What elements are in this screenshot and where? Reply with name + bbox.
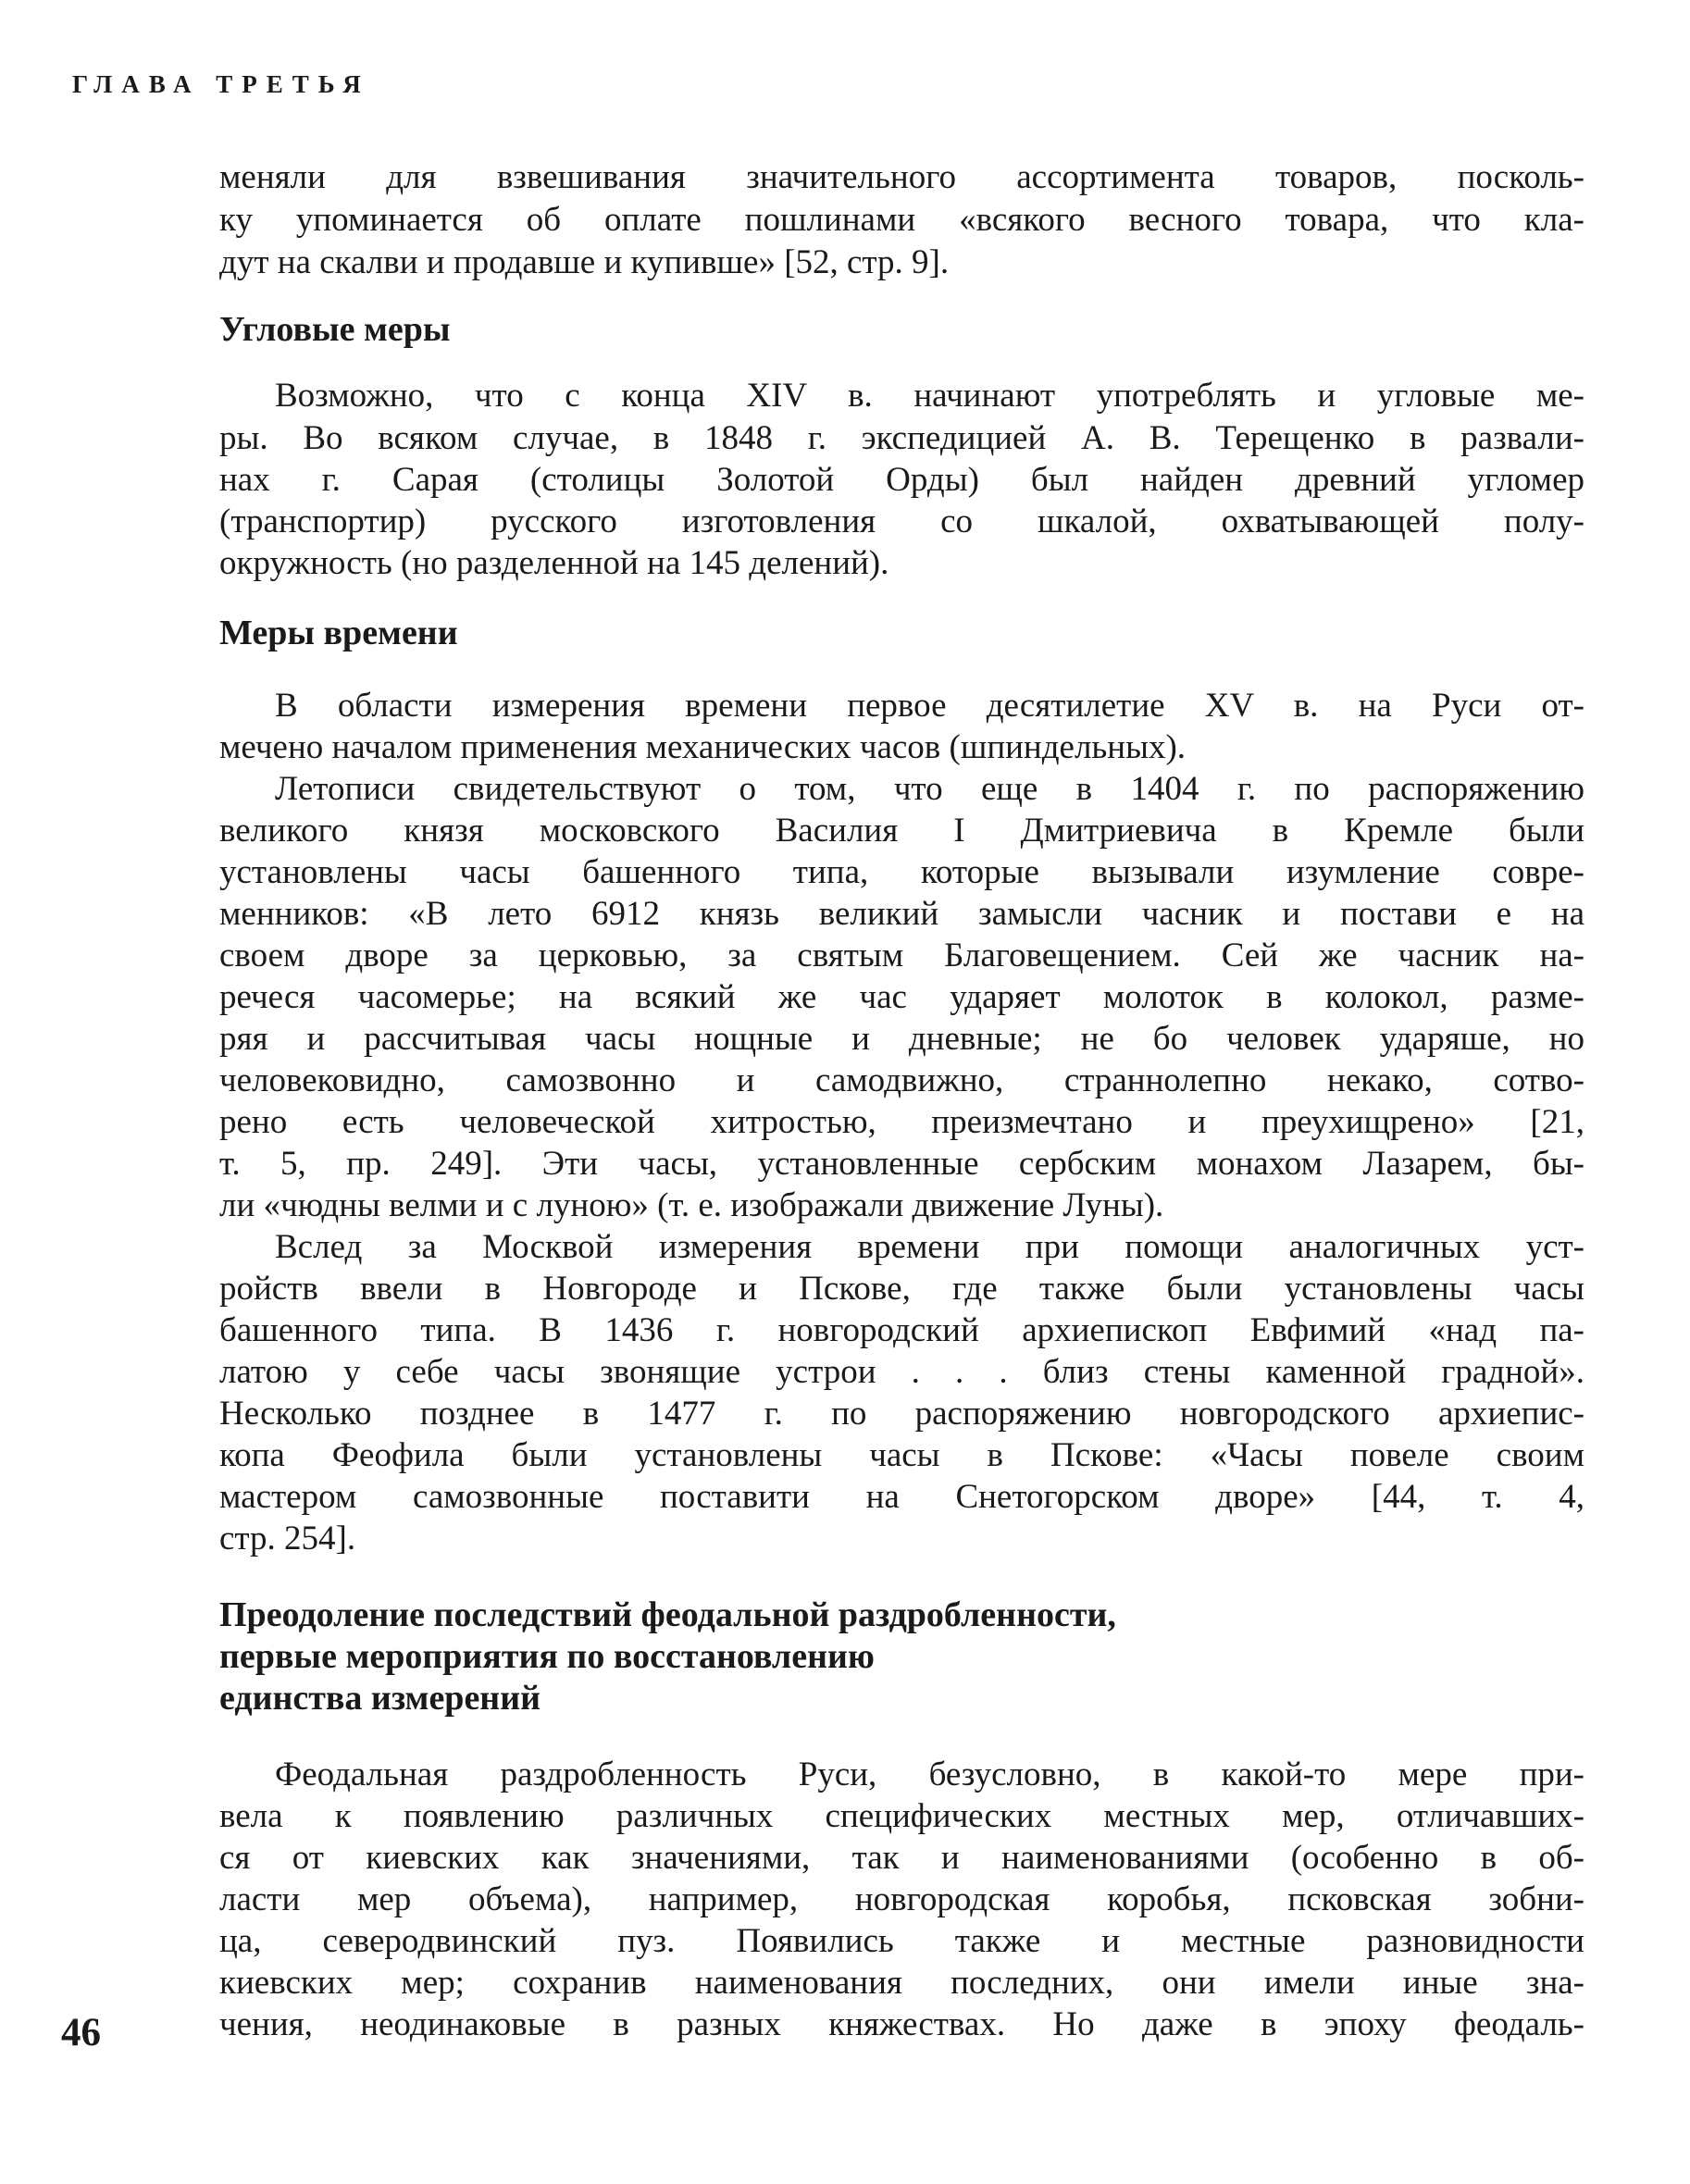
body-line: стр. 254]. bbox=[219, 1520, 356, 1557]
body-line: мастером самозвонные поставити на Снетогорском дворе» [44, т. 4, bbox=[219, 1478, 1584, 1516]
section-heading-feudal: первые мероприятия по восстановлению bbox=[219, 1637, 875, 1676]
running-head: ГЛАВА ТРЕТЬЯ bbox=[72, 70, 370, 98]
section-heading-feudal: единства измерений bbox=[219, 1679, 541, 1718]
body-line: ли «чюдны велми и с луною» (т. е. изображали движение Луны). bbox=[219, 1186, 1164, 1224]
body-line: ласти мер объема), например, новгородская коробья, псковская зобни- bbox=[219, 1880, 1584, 1918]
body-line: Вслед за Москвой измерения времени при помощи аналогичных уст- bbox=[275, 1228, 1584, 1266]
body-line: В области измерения времени первое десятилетие XV в. на Руси от- bbox=[275, 687, 1584, 725]
body-line: (транспортир) русского изготовления со шкалой, охватывающей полу- bbox=[219, 503, 1584, 540]
body-line: своем дворе за церковью, за святым Благовещением. Сей же часник на- bbox=[219, 937, 1584, 974]
body-line: установлены часы башенного типа, которые вызывали изумление совре- bbox=[219, 853, 1584, 891]
body-line: дут на скалви и продавше и купивше» [52, стр. 9]. bbox=[219, 243, 950, 281]
body-line: великого князя московского Василия I Дмитриевича в Кремле были bbox=[219, 812, 1584, 850]
body-line: Феодальная раздробленность Руси, безусловно, в какой-то мере при- bbox=[275, 1756, 1584, 1793]
body-line: окружность (но разделенной на 145 делений). bbox=[219, 544, 889, 582]
body-line: копа Феофила были установлены часы в Пскове: «Часы повеле своим bbox=[219, 1436, 1584, 1474]
body-line: чения, неодинаковые в разных княжествах. Но даже в эпоху феодаль- bbox=[219, 2005, 1584, 2043]
body-line: ры. Во всяком случае, в 1848 г. экспедицией А. В. Терещенко в развали- bbox=[219, 419, 1584, 457]
page-number: 46 bbox=[61, 2011, 101, 2054]
section-heading-angular: Угловые меры bbox=[219, 310, 451, 349]
body-line: Летописи свидетельствуют о том, что еще в 1404 г. по распоряжению bbox=[275, 770, 1584, 808]
body-line: башенного типа. В 1436 г. новгородский архиепископ Евфимий «над па- bbox=[219, 1311, 1584, 1349]
body-line: латою у себе часы звонящие устрои . . . близ стены каменной градной». bbox=[219, 1353, 1584, 1391]
body-line: ряя и рассчитывая часы нощные и дневные; не бо человек ударяше, но bbox=[219, 1020, 1584, 1058]
body-line: речеся часомерье; на всякий же час ударяет молоток в колокол, разме- bbox=[219, 978, 1584, 1016]
body-line: киевских мер; сохранив наименования последних, они имели иные зна- bbox=[219, 1964, 1584, 2002]
body-line: Несколько позднее в 1477 г. по распоряжению новгородского архиепис- bbox=[219, 1395, 1584, 1433]
body-line: человековидно, самозвонно и самодвижно, страннолепно некако, сотво- bbox=[219, 1061, 1584, 1099]
body-line: ку упоминается об оплате пошлинами «всякого весного товара, что кла- bbox=[219, 201, 1584, 239]
body-line: вела к появлению различных специфических местных мер, отличавших- bbox=[219, 1797, 1584, 1835]
body-line: мечено началом применения механических часов (шпиндельных). bbox=[219, 728, 1187, 766]
body-line: нах г. Сарая (столицы Золотой Орды) был найден древний угломер bbox=[219, 461, 1584, 499]
body-line: ца, северодвинский пуз. Появились также и местные разновидности bbox=[219, 1922, 1584, 1960]
section-heading-feudal: Преодоление последствий феодальной раздробленности, bbox=[219, 1595, 1116, 1634]
body-line: меняли для взвешивания значительного ассортимента товаров, посколь- bbox=[219, 158, 1584, 196]
body-line: менников: «В лето 6912 князь великий замысли часник и постави е на bbox=[219, 895, 1584, 933]
body-line: ся от киевских как значениями, так и наименованиями (особенно в об- bbox=[219, 1839, 1584, 1877]
section-heading-time: Меры времени bbox=[219, 614, 458, 652]
body-line: т. 5, пр. 249]. Эти часы, установленные сербским монахом Лазарем, бы- bbox=[219, 1145, 1584, 1183]
body-line: ройств ввели в Новгороде и Пскове, где также были установлены часы bbox=[219, 1270, 1584, 1308]
body-line: рено есть человеческой хитростью, преизмечтано и преухищрено» [21, bbox=[219, 1103, 1584, 1141]
body-line: Возможно, что с конца XIV в. начинают употреблять и угловые ме- bbox=[275, 377, 1584, 415]
